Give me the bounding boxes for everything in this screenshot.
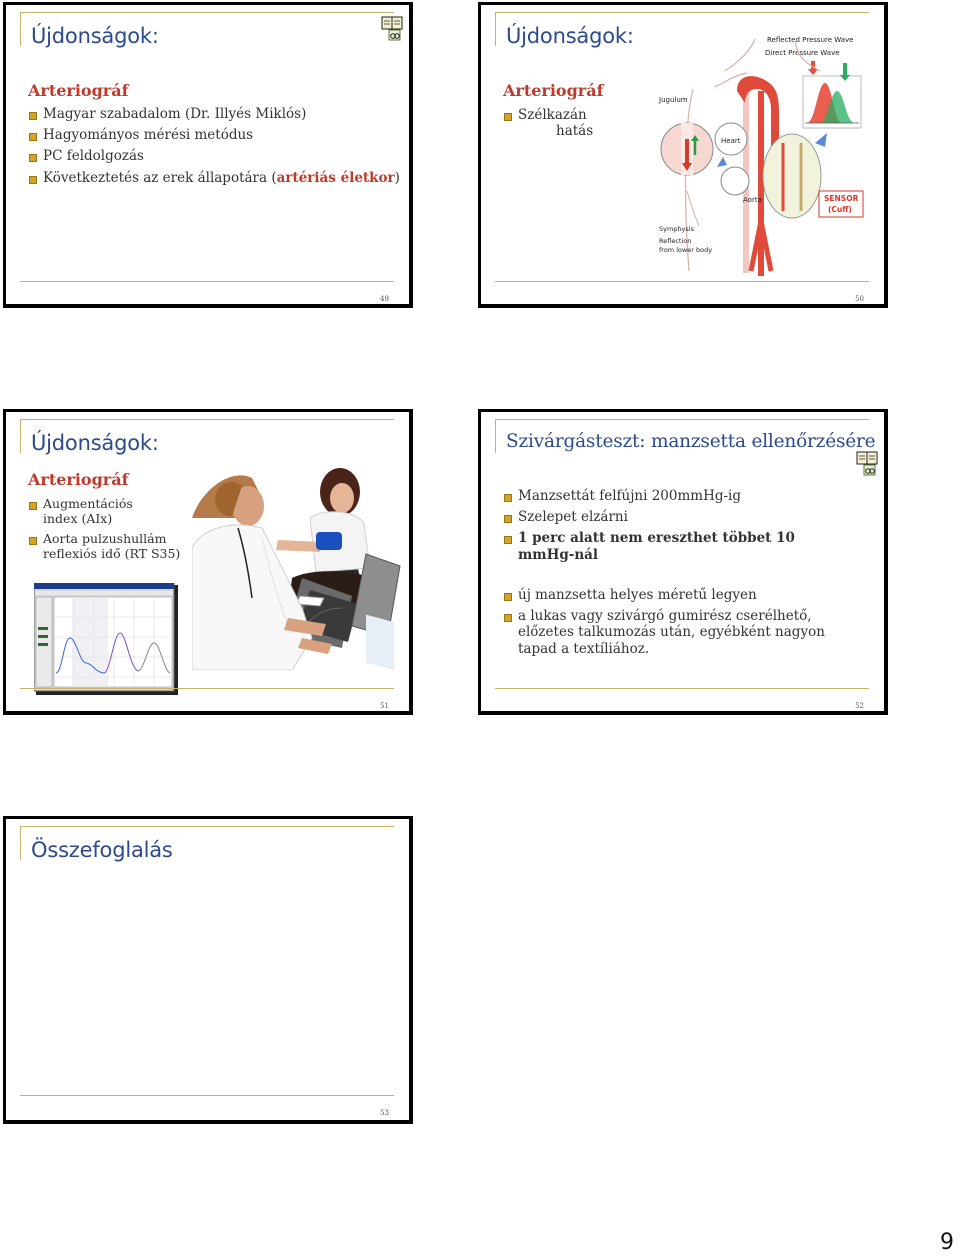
page-number: 49	[380, 295, 389, 303]
bullet-text: index (AIx)	[43, 511, 113, 526]
page-number: 50	[855, 295, 864, 303]
slide-52	[478, 409, 888, 715]
title-bar	[20, 12, 395, 46]
footer-rule	[495, 281, 869, 282]
footer-rule	[20, 1095, 394, 1096]
label-sensor: SENSOR	[824, 194, 859, 203]
slide-title: Újdonságok:	[506, 24, 634, 48]
sheet-page-number: 9	[940, 1230, 954, 1255]
pressure-wave-diagram	[655, 31, 875, 276]
bullet-text: )	[394, 169, 400, 186]
slide-50	[478, 2, 888, 308]
bullet-item: Hagyományos mérési metódus	[28, 127, 400, 143]
slide-53	[3, 816, 413, 1124]
bullet-list	[503, 107, 593, 144]
bullet-item: új manzsetta helyes méretű legyen	[503, 587, 853, 603]
slide-49	[3, 2, 413, 308]
title-bar	[495, 419, 876, 453]
label-heart: Heart	[721, 137, 741, 145]
bullet-item	[28, 170, 400, 186]
slide-subtitle: Arteriográf	[503, 81, 604, 100]
page-number: 51	[380, 702, 389, 710]
bullet-item: 1 perc alatt nem ereszthet többet 10 mmHg-nál	[503, 530, 853, 562]
label-direct-wave: Direct Pressure Wave	[765, 49, 840, 57]
bullet-item: a lukas vagy szivárgó gumirész cserélhető, előzetes talkumozás után, egyébként nagyon tapad a textíliához.	[503, 608, 853, 657]
slide-51	[3, 409, 413, 715]
title-bar	[20, 826, 395, 860]
title-bar	[20, 419, 395, 453]
footer-rule	[20, 281, 394, 282]
slide-title: Szivárgásteszt: manzsetta ellenőrzésére	[506, 431, 876, 452]
book-icon	[855, 450, 881, 476]
page-number: 52	[855, 702, 864, 710]
bullet-item: Manzsettát felfújni 200mmHg-ig	[503, 488, 853, 504]
measurement-photo	[192, 458, 406, 670]
bullet-text: Következtetés az erek állapotára (	[43, 169, 277, 186]
bullet-list	[28, 496, 180, 566]
slide-subtitle: Arteriográf	[28, 470, 129, 489]
bullet-item: Szelepet elzárni	[503, 509, 853, 525]
label-aorta: Aorta	[743, 196, 762, 204]
slide-title: Összefoglalás	[31, 838, 173, 862]
bullet-list	[28, 106, 400, 191]
label-symphysis: Symphysis	[659, 225, 694, 233]
bullet-text: reflexiós idő (RT S35)	[43, 546, 181, 561]
bullet-text: Augmentációs	[43, 496, 133, 511]
label-reflected-wave: Reflected Pressure Wave	[767, 36, 854, 44]
slide-subtitle: Arteriográf	[28, 81, 129, 100]
bullet-item: PC feldolgozás	[28, 148, 400, 164]
bullet-item	[28, 496, 180, 526]
book-icon	[380, 15, 406, 41]
bullet-item: Magyar szabadalom (Dr. Illyés Miklós)	[28, 106, 400, 122]
label-cuff: (Cuff)	[828, 205, 852, 214]
bullet-text: Szélkazán	[518, 107, 587, 123]
slide-title: Újdonságok:	[31, 24, 159, 48]
label-jugulum: Jugulum	[659, 96, 688, 104]
label-lower-body: from lower body	[659, 246, 713, 254]
bullet-item	[503, 107, 593, 139]
footer-rule	[495, 688, 869, 689]
bullet-text: hatás	[556, 123, 594, 140]
software-screenshot	[34, 583, 179, 696]
slide-title: Újdonságok:	[31, 431, 159, 455]
label-reflection: Reflection	[659, 237, 692, 245]
bullet-item	[28, 531, 180, 561]
footer-rule	[20, 688, 394, 689]
highlight-text: artériás életkor	[276, 169, 395, 186]
bullet-text: Aorta pulzushullám	[43, 531, 167, 546]
bullet-list	[503, 488, 853, 568]
bullet-list	[503, 587, 853, 662]
page-number: 53	[380, 1109, 389, 1117]
